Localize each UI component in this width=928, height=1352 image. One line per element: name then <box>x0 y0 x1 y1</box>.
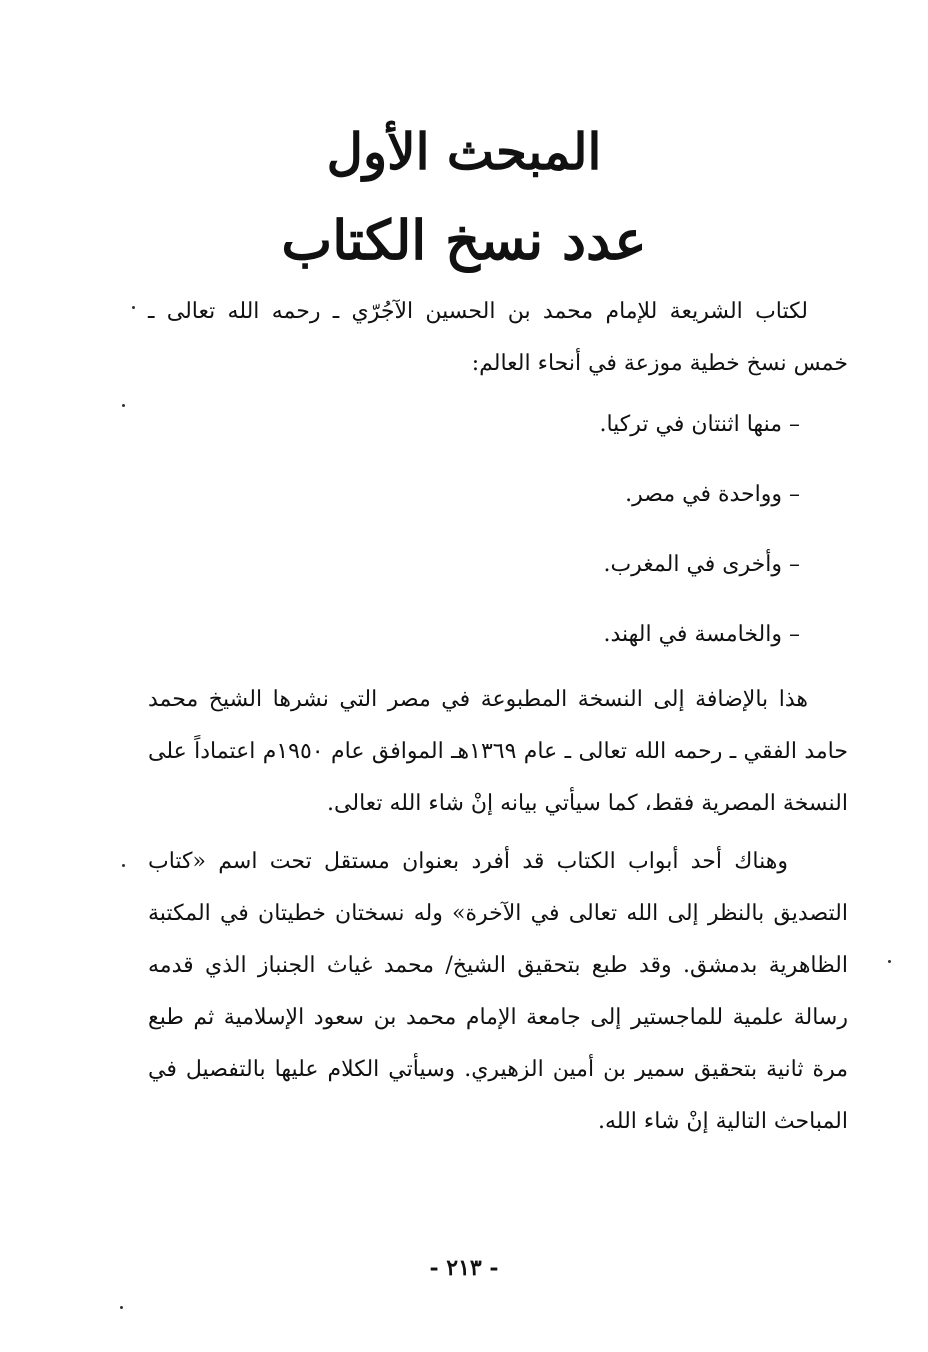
list-item: – وواحدة في مصر. <box>625 482 800 507</box>
list-item: – منها اثنتان في تركيا. <box>599 412 800 437</box>
list-item: – وأخرى في المغرب. <box>603 552 800 577</box>
manuscript-list <box>148 400 800 680</box>
intro-paragraph: لكتاب الشريعة للإمام محمد بن الحسين الآجُرّي ـ رحمه الله تعالى ـ خمس نسخ خطية موزعة في أنحاء العالم: <box>148 299 848 376</box>
scan-speck <box>888 960 891 963</box>
section-subtitle: عدد نسخ الكتاب <box>281 208 647 272</box>
printed-edition-paragraph: هذا بالإضافة إلى النسخة المطبوعة في مصر التي نشرها الشيخ محمد حامد الفقي ـ رحمه الله تعالى ـ عام ١٣٦٩هـ الموافق عام ١٩٥٠م اعتماداً على النسخة المصرية فقط، كما سيأتي بيانه إنْ شاء الله تعالى. <box>148 687 848 816</box>
page-number: - ٢١٣ - <box>429 1255 499 1281</box>
separate-chapter-paragraph: وهناك أحد أبواب الكتاب قد أفرد بعنوان مستقل تحت اسم «كتاب التصديق بالنظر إلى الله تعالى في الآخرة» وله نسختان خطيتان في المكتبة الظاهرية بدمشق. وقد طبع بتحقيق الشيخ/ محمد غياث الجنباز الذي قدمه رسالة علمية للماجستير إلى جامعة الإمام محمد بن سعود الإسلامية ثم طبع مرة ثانية بتحقيق سمير بن أمين الزهيري. وسيأتي الكلام عليها بالتفصيل في المباحث التالية إنْ شاء الله. <box>148 849 848 1134</box>
section-title: المبحث الأول <box>326 122 602 181</box>
list-item: – والخامسة في الهند. <box>603 622 800 647</box>
scan-speck <box>122 864 125 867</box>
scan-speck <box>132 306 135 309</box>
scan-speck <box>122 404 125 407</box>
scan-speck <box>120 1306 123 1309</box>
